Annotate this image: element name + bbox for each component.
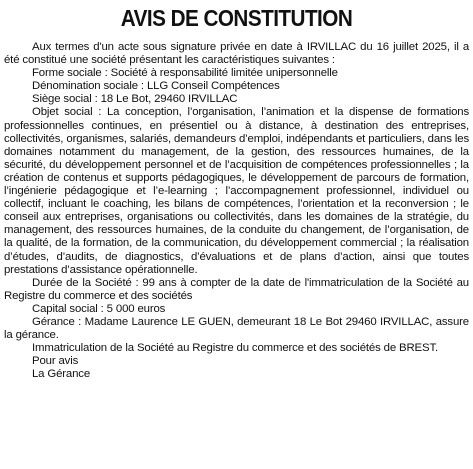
intro-paragraph: Aux termes d'un acte sous signature privée en date à IRVILLAC du 16 juillet 2025, il a été constitué une société présentant les caractéristiques suivantes : [4, 41, 469, 67]
duration-paragraph: Durée de la Société : 99 ans à compter de la date de l'immatriculation de la Société au Registre du commerce et des sociétés [4, 276, 469, 302]
company-name-line: Dénomination sociale : LLG Conseil Compétences [32, 80, 280, 93]
management-paragraph: Gérance : Madame Laurence LE GUEN, demeurant 18 Le Bot 29460 IRVILLAC, assure la gérance. [4, 315, 469, 342]
corporate-purpose-paragraph: Objet social : La conception, l’organisation, l’animation et la dispense de formations professionnelles continues, en présentiel ou à distance, à destination des entreprises, collectivités, organismes, salariés, demandeurs d’emploi, indépendants et particuliers, dans les domaines notamment du management, de la gestion, des ressources humaines, de la sécurité, du développement personnel et de l’acquisition de compétences professionnelles ; la création de contenus et supports pédagogiques, le développement de parcours de formation, l’ingénierie pédagogique et l’e-learning ; l’accompagnement professionnel, individuel ou collectif, incluant le coaching, les bilans de compétences, l’orientation et la reconversion ; le conseil aux entreprises, organisations ou collectivités, dans les domaines de la stratégie, du management, des ressources humaines, de la conduite du changement, de l’organisation, de la qualité, de la formation, de la communication, du développement commercial ; la réalisation d’études, d’audits, de diagnostics, d’évaluations et de plans d’action, ainsi que toutes prestations d’assistance opérationnelle. [4, 106, 469, 276]
head-office-line: Siège social : 18 Le Bot, 29460 IRVILLAC [32, 93, 238, 106]
notice-body [4, 41, 469, 381]
share-capital-line: Capital social : 5 000 euros [32, 302, 166, 315]
closing-line: Pour avis [32, 355, 79, 368]
signature-line: La Gérance [32, 368, 91, 381]
notice-title: AVIS DE CONSTITUTION [120, 5, 353, 31]
legal-form-line: Forme sociale : Société à responsabilité limitée unipersonnelle [32, 67, 338, 80]
registration-line: Immatriculation de la Société au Registre du commerce et des sociétés de BREST. [32, 342, 438, 355]
